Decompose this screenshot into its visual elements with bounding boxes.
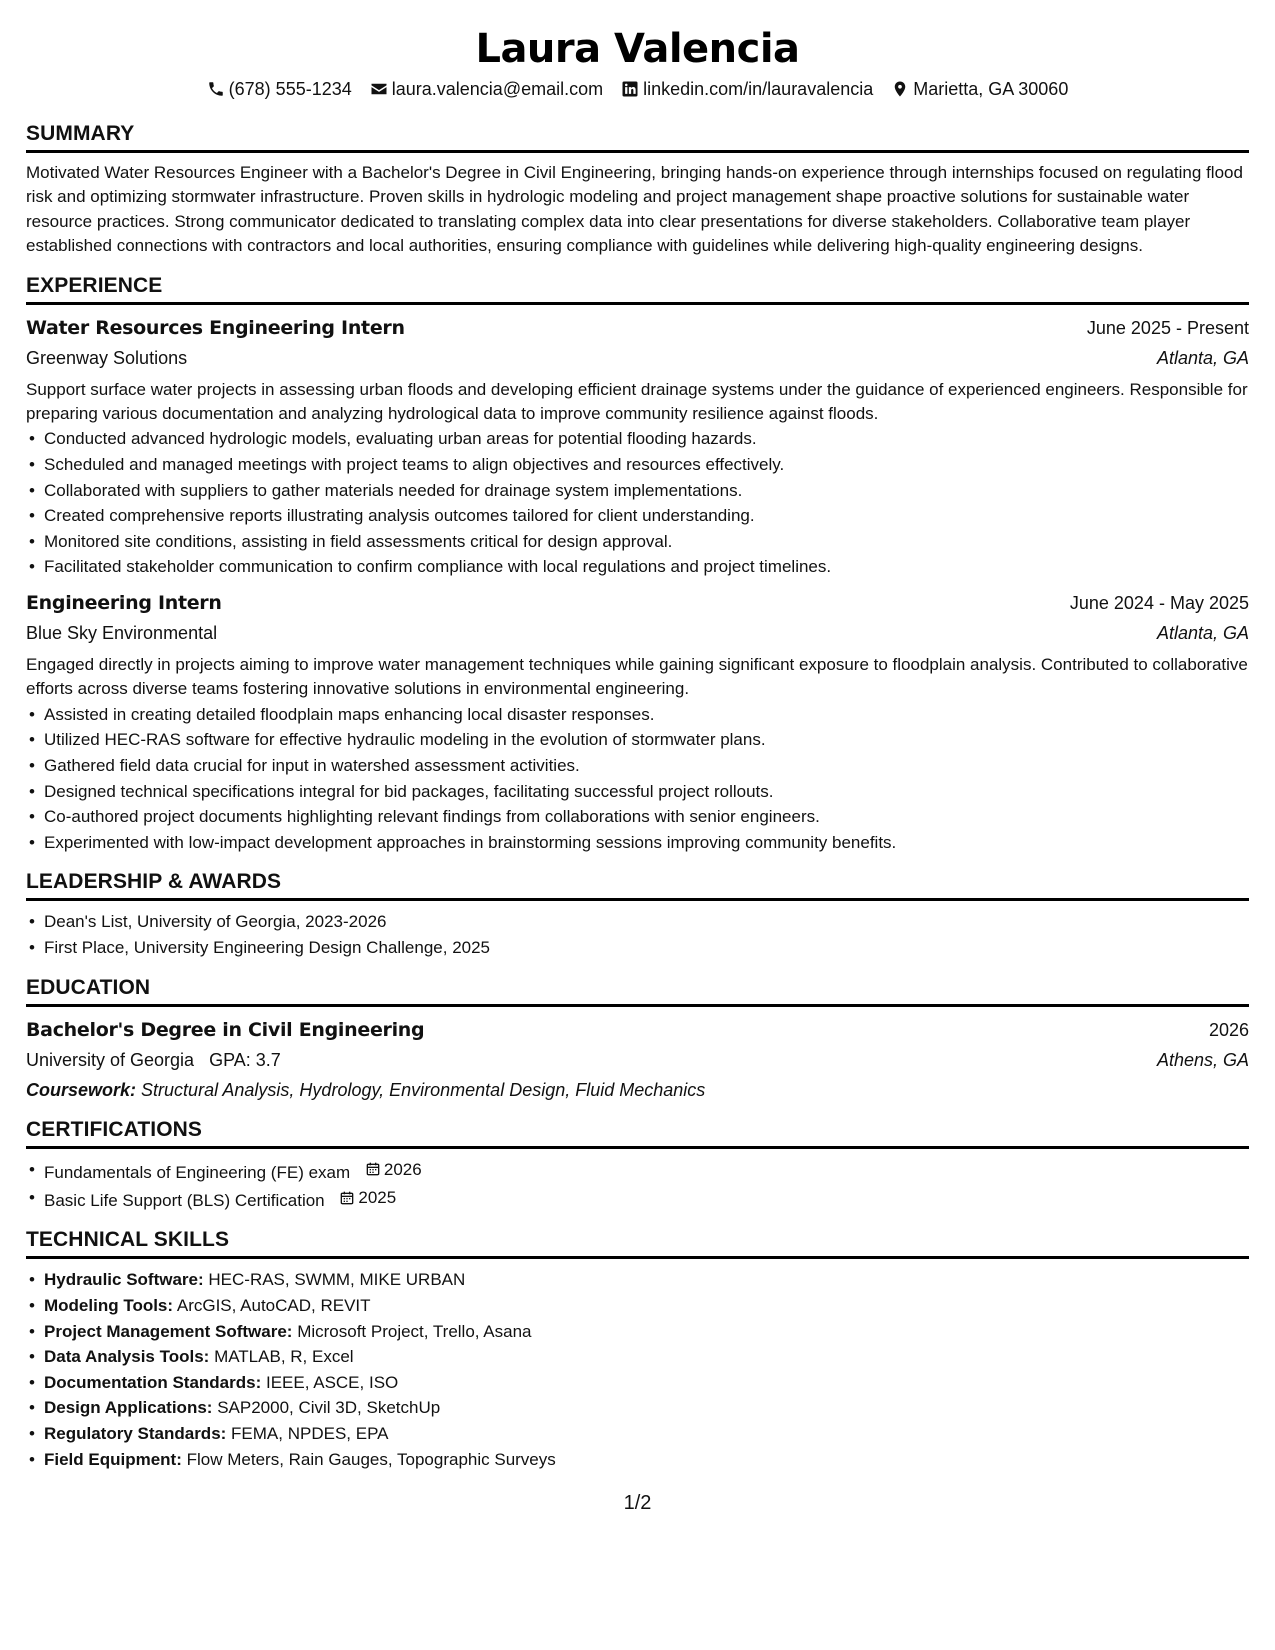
job-location: Atlanta, GA [1156, 623, 1249, 643]
job-header [26, 313, 1249, 343]
education-subheader [26, 1045, 1249, 1075]
school-name: University of Georgia [26, 1049, 195, 1070]
summary-section [26, 121, 1249, 259]
cert-year: 2026 [383, 1159, 422, 1179]
skill-label: Hydraulic Software: [44, 1270, 204, 1290]
job-date: June 2025 - Present [1086, 317, 1249, 338]
list-item [26, 1370, 1249, 1396]
cert-date [339, 1185, 396, 1211]
envelope-icon [370, 80, 388, 98]
email-text: laura.valencia@email.com [391, 79, 604, 99]
degree: Bachelor's Degree in Civil Engineering [26, 1018, 425, 1041]
job-entry [26, 588, 1249, 855]
job-subheader [26, 343, 1249, 373]
job-bullets [26, 426, 1249, 580]
cert-name: Basic Life Support (BLS) Certification [44, 1190, 325, 1210]
summary-text: Motivated Water Resources Engineer with a Bachelor's Degree in Civil Engineering, bringing hands-on experience through internships focused on regulating flood risk and optimizing stormwater infrastructure. Proven skills in hydrologic modeling and project management shape proactive solutions for sustainable water resource practices. Strong communicator dedicated to translating complex data into clear presentations for diverse stakeholders. Collaborative team player established connections with contractors and local authorities, ensuring compliance with guidelines while delivering high-quality engineering designs. [26, 163, 1243, 256]
list-item [26, 1447, 1249, 1473]
contact-location [891, 77, 1068, 101]
job-header [26, 588, 1249, 618]
education-header [26, 1015, 1249, 1045]
skill-value: ArcGIS, AutoCAD, REVIT [176, 1295, 371, 1315]
list-item: • Utilized HEC-RAS software for effective hydraulic modeling in the evolution of stormwater plans. [26, 727, 1249, 753]
skill-value: SAP2000, Civil 3D, SketchUp [217, 1398, 441, 1418]
skill-value: MATLAB, R, Excel [214, 1347, 354, 1367]
linkedin-text: linkedin.com/in/lauravalencia [643, 79, 874, 99]
list-item [26, 1293, 1249, 1319]
job-title: Water Resources Engineering Intern [26, 316, 405, 339]
cert-year: 2025 [358, 1187, 397, 1207]
section-title: EXPERIENCE [26, 273, 1249, 305]
phone-text: (678) 555-1234 [228, 79, 352, 99]
list-item: • Gathered field data crucial for input in watershed assessment activities. [26, 753, 1249, 779]
skill-label: Documentation Standards: [44, 1372, 262, 1392]
linkedin-icon [621, 80, 639, 98]
skills-list [26, 1267, 1249, 1472]
job-subheader [26, 618, 1249, 648]
skill-value: Flow Meters, Rain Gauges, Topographic Surveys [186, 1449, 556, 1469]
list-item [26, 1157, 1249, 1185]
job-bullets [26, 702, 1249, 856]
list-item: • Conducted advanced hydrologic models, evaluating urban areas for potential flooding hazards. [26, 426, 1249, 452]
list-item: • Assisted in creating detailed floodplain maps enhancing local disaster responses. [26, 702, 1249, 728]
coursework-list: Structural Analysis, Hydrology, Environmental Design, Fluid Mechanics [141, 1079, 706, 1100]
school-info [26, 1045, 281, 1075]
skill-label: Regulatory Standards: [44, 1423, 227, 1443]
contact-bar [26, 77, 1249, 101]
list-item: • Scheduled and managed meetings with project teams to align objectives and resources effectively. [26, 452, 1249, 478]
list-item: • Monitored site conditions, assisting in field assessments critical for design approval. [26, 529, 1249, 555]
list-item: • Co-authored project documents highlighting relevant findings from collaborations with senior engineers. [26, 804, 1249, 830]
section-title: CERTIFICATIONS [26, 1117, 1249, 1149]
list-item [26, 1421, 1249, 1447]
job-description: Support surface water projects in assessing urban floods and developing efficient drainage systems under the guidance of experienced engineers. Responsible for preparing various documentation and analyzing hydrological data to improve community resilience against floods. [26, 379, 1248, 424]
list-item [26, 1319, 1249, 1345]
section-title: TECHNICAL SKILLS [26, 1227, 1249, 1259]
skill-label: Data Analysis Tools: [44, 1347, 210, 1367]
job-description: Engaged directly in projects aiming to improve water management techniques while gaining significant exposure to floodplain analysis. Contributed to collaborative efforts across diverse teams fostering innovative solutions in environmental engineering. [26, 655, 1248, 699]
coursework-label: Coursework: [26, 1079, 137, 1100]
list-item [26, 1344, 1249, 1370]
job-date: June 2024 - May 2025 [1069, 593, 1249, 613]
list-item: • Created comprehensive reports illustrating analysis outcomes tailored for client understanding. [26, 503, 1249, 529]
calendar-icon [365, 1161, 381, 1177]
map-pin-icon [891, 80, 909, 98]
list-item [26, 1185, 1249, 1213]
list-item: • Experimented with low-impact development approaches in brainstorming sessions improving community benefits. [26, 830, 1249, 856]
skill-value: HEC-RAS, SWMM, MIKE URBAN [208, 1270, 466, 1290]
certifications-list [26, 1157, 1249, 1214]
skill-label: Design Applications: [44, 1398, 213, 1418]
skill-label: Modeling Tools: [44, 1295, 174, 1315]
page-indicator: 1/2 [623, 1492, 652, 1514]
skill-value: IEEE, ASCE, ISO [265, 1372, 399, 1392]
skill-value: Microsoft Project, Trello, Asana [297, 1321, 532, 1341]
cert-date [365, 1157, 422, 1183]
skill-value: FEMA, NPDES, EPA [231, 1423, 389, 1443]
contact-linkedin[interactable] [621, 77, 873, 101]
section-title: SUMMARY [26, 121, 1249, 153]
contact-phone [207, 77, 352, 101]
calendar-icon [339, 1190, 355, 1206]
graduation-year: 2026 [1208, 1019, 1249, 1040]
experience-section [26, 273, 1249, 856]
location-text: Marietta, GA 30060 [913, 79, 1069, 99]
cert-name: Fundamentals of Engineering (FE) exam [44, 1162, 351, 1182]
list-item: • First Place, University Engineering Design Challenge, 2025 [26, 935, 1249, 961]
job-company: Blue Sky Environmental [26, 623, 218, 643]
job-title: Engineering Intern [26, 592, 222, 614]
job-company: Greenway Solutions [26, 347, 188, 368]
section-title: EDUCATION [26, 975, 1249, 1007]
list-item: • Facilitated stakeholder communication to confirm compliance with local regulations and project timelines. [26, 554, 1249, 580]
leadership-section [26, 869, 1249, 960]
list-item [26, 1267, 1249, 1293]
leadership-list [26, 909, 1249, 960]
list-item: • Designed technical specifications integral for bid packages, facilitating successful project rollouts. [26, 779, 1249, 805]
coursework [26, 1075, 1249, 1105]
school-location: Athens, GA [1156, 1049, 1249, 1070]
job-location: Atlanta, GA [1156, 347, 1249, 368]
list-item [26, 1395, 1249, 1421]
job-entry [26, 313, 1249, 580]
education-section [26, 975, 1249, 1105]
skills-section [26, 1227, 1249, 1472]
list-item: • Dean's List, University of Georgia, 2023-2026 [26, 909, 1249, 935]
contact-email[interactable] [370, 77, 603, 101]
candidate-name: Laura Valencia [475, 26, 800, 72]
gpa: GPA: 3.7 [209, 1049, 281, 1070]
phone-icon [207, 80, 225, 98]
skill-label: Project Management Software: [44, 1321, 293, 1341]
section-title: LEADERSHIP & AWARDS [26, 869, 1249, 901]
certifications-section [26, 1117, 1249, 1214]
list-item: • Collaborated with suppliers to gather materials needed for drainage system implementations. [26, 478, 1249, 504]
skill-label: Field Equipment: [44, 1449, 182, 1469]
resume-page [26, 0, 1249, 1472]
